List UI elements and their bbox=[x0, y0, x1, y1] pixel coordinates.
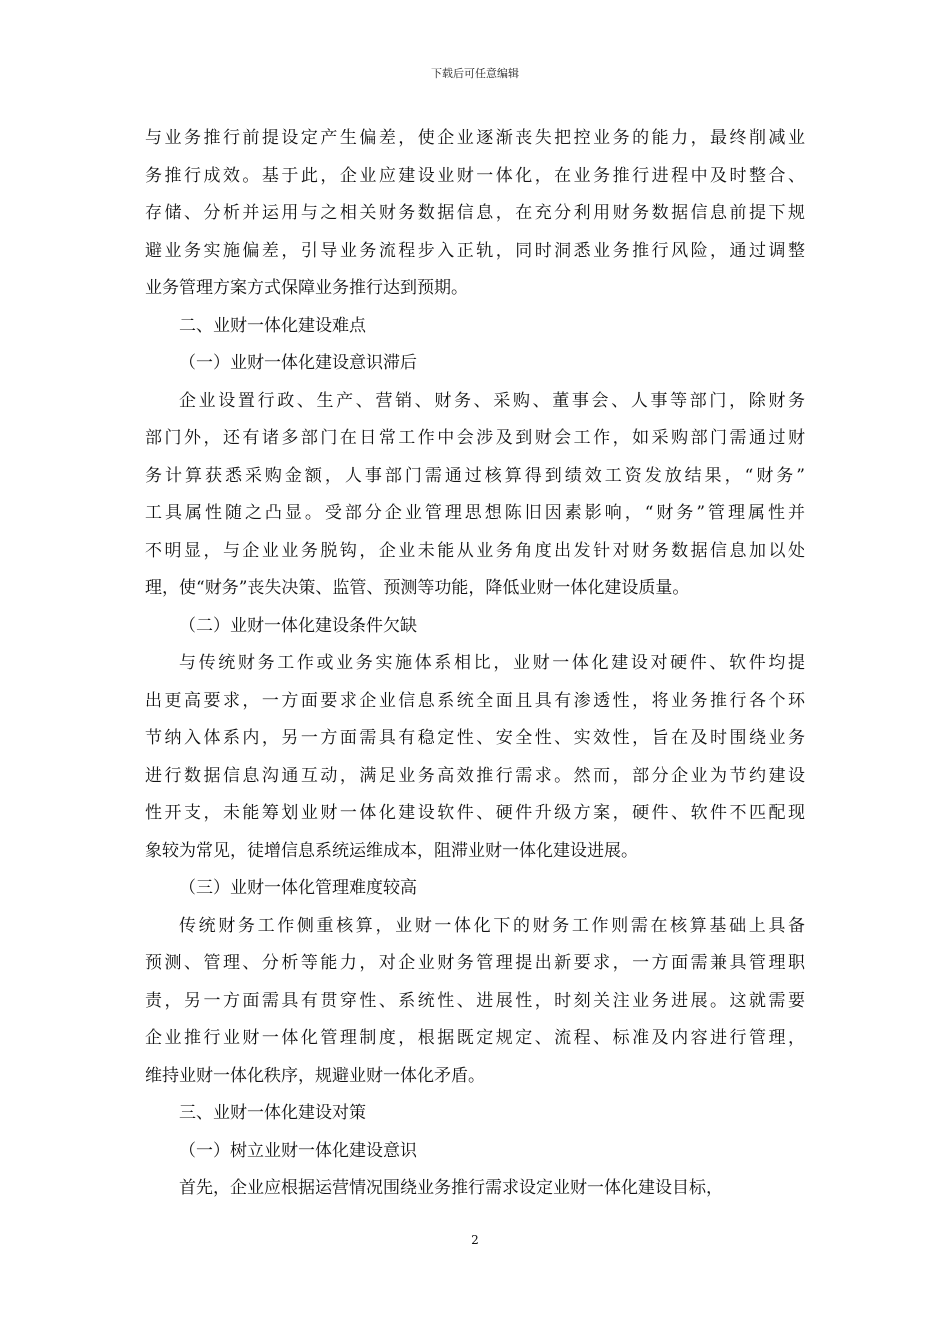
paragraph bbox=[145, 383, 805, 608]
paragraph-line: 部门外，还有诸多部门在日常工作中会涉及到财会工作，如采购部门需通过财 bbox=[145, 428, 805, 448]
section-heading: 三、业财一体化建设对策 bbox=[179, 1103, 366, 1123]
paragraph-line: 传统财务工作侧重核算，业财一体化下的财务工作则需在核算基础上具备 bbox=[179, 915, 805, 936]
paragraph-line: 避业务实施偏差，引导业务流程步入正轨，同时洞悉业务推行风险，通过调整 bbox=[145, 240, 805, 261]
subsection-heading: （二）业财一体化建设条件欠缺 bbox=[179, 615, 417, 636]
paragraph-line: 务计算获悉采购金额，人事部门需通过核算得到绩效工资发放结果，“财务” bbox=[145, 465, 805, 486]
paragraph-line: 象较为常见，徒增信息系统运维成本，阻滞业财一体化建设进展。 bbox=[145, 840, 638, 861]
paragraph-line: 企业设置行政、生产、营销、财务、采购、董事会、人事等部门，除财务 bbox=[179, 390, 805, 411]
paragraph-line: 不明显，与企业业务脱钩，企业未能从业务角度出发针对财务数据信息加以处 bbox=[145, 540, 805, 561]
section-heading: 二、业财一体化建设难点 bbox=[179, 315, 366, 336]
paragraph-line: 首先，企业应根据运营情况围绕业务推行需求设定业财一体化建设目标， bbox=[179, 1178, 723, 1198]
paragraph bbox=[145, 645, 805, 870]
paragraph-line: 进行数据信息沟通互动，满足业务高效推行需求。然而，部分企业为节约建设 bbox=[145, 765, 805, 786]
paragraph-line: 企业推行业财一体化管理制度，根据既定规定、流程、标准及内容进行管理， bbox=[145, 1028, 805, 1048]
paragraph-line: 责，另一方面需具有贯穿性、系统性、进展性，时刻关注业务进展。这就需要 bbox=[145, 990, 805, 1011]
paragraph-line: 出更高要求，一方面要求企业信息系统全面且具有渗透性，将业务推行各个环 bbox=[145, 690, 805, 711]
subsection-heading: （一）业财一体化建设意识滞后 bbox=[179, 353, 417, 373]
subsection-heading: （三）业财一体化管理难度较高 bbox=[179, 878, 417, 898]
page-header: 下载后可任意编辑 bbox=[431, 67, 519, 80]
paragraph-line: 与业务推行前提设定产生偏差，使企业逐渐丧失把控业务的能力，最终削减业 bbox=[145, 128, 805, 148]
paragraph-line: 务推行成效。基于此，企业应建设业财一体化，在业务推行进程中及时整合、 bbox=[145, 165, 805, 186]
subsection-heading: （一）树立业财一体化建设意识 bbox=[179, 1140, 417, 1161]
paragraph-line: 节纳入体系内，另一方面需具有稳定性、安全性、实效性，旨在及时围绕业务 bbox=[145, 728, 805, 748]
paragraph-line: 维持业财一体化秩序，规避业财一体化矛盾。 bbox=[145, 1065, 485, 1086]
document-body bbox=[145, 120, 805, 1208]
paragraph-line: 理，使“财务”丧失决策、监管、预测等功能，降低业财一体化建设质量。 bbox=[145, 578, 690, 598]
paragraph-line: 工具属性随之凸显。受部分企业管理思想陈旧因素影响，“财务”管理属性并 bbox=[145, 503, 805, 523]
paragraph-line: 预测、管理、分析等能力，对企业财务管理提出新要求，一方面需兼具管理职 bbox=[145, 953, 805, 973]
page-number: 2 bbox=[471, 1233, 479, 1247]
paragraph bbox=[145, 908, 805, 1096]
paragraph-line: 存储、分析并运用与之相关财务数据信息，在充分利用财务数据信息前提下规 bbox=[145, 203, 805, 223]
paragraph-line: 与传统财务工作或业务实施体系相比，业财一体化建设对硬件、软件均提 bbox=[179, 653, 805, 673]
paragraph bbox=[145, 1170, 805, 1208]
paragraph bbox=[145, 120, 805, 308]
paragraph-line: 性开支，未能筹划业财一体化建设软件、硬件升级方案，硬件、软件不匹配现 bbox=[145, 803, 805, 823]
paragraph-line: 业务管理方案方式保障业务推行达到预期。 bbox=[145, 278, 468, 298]
